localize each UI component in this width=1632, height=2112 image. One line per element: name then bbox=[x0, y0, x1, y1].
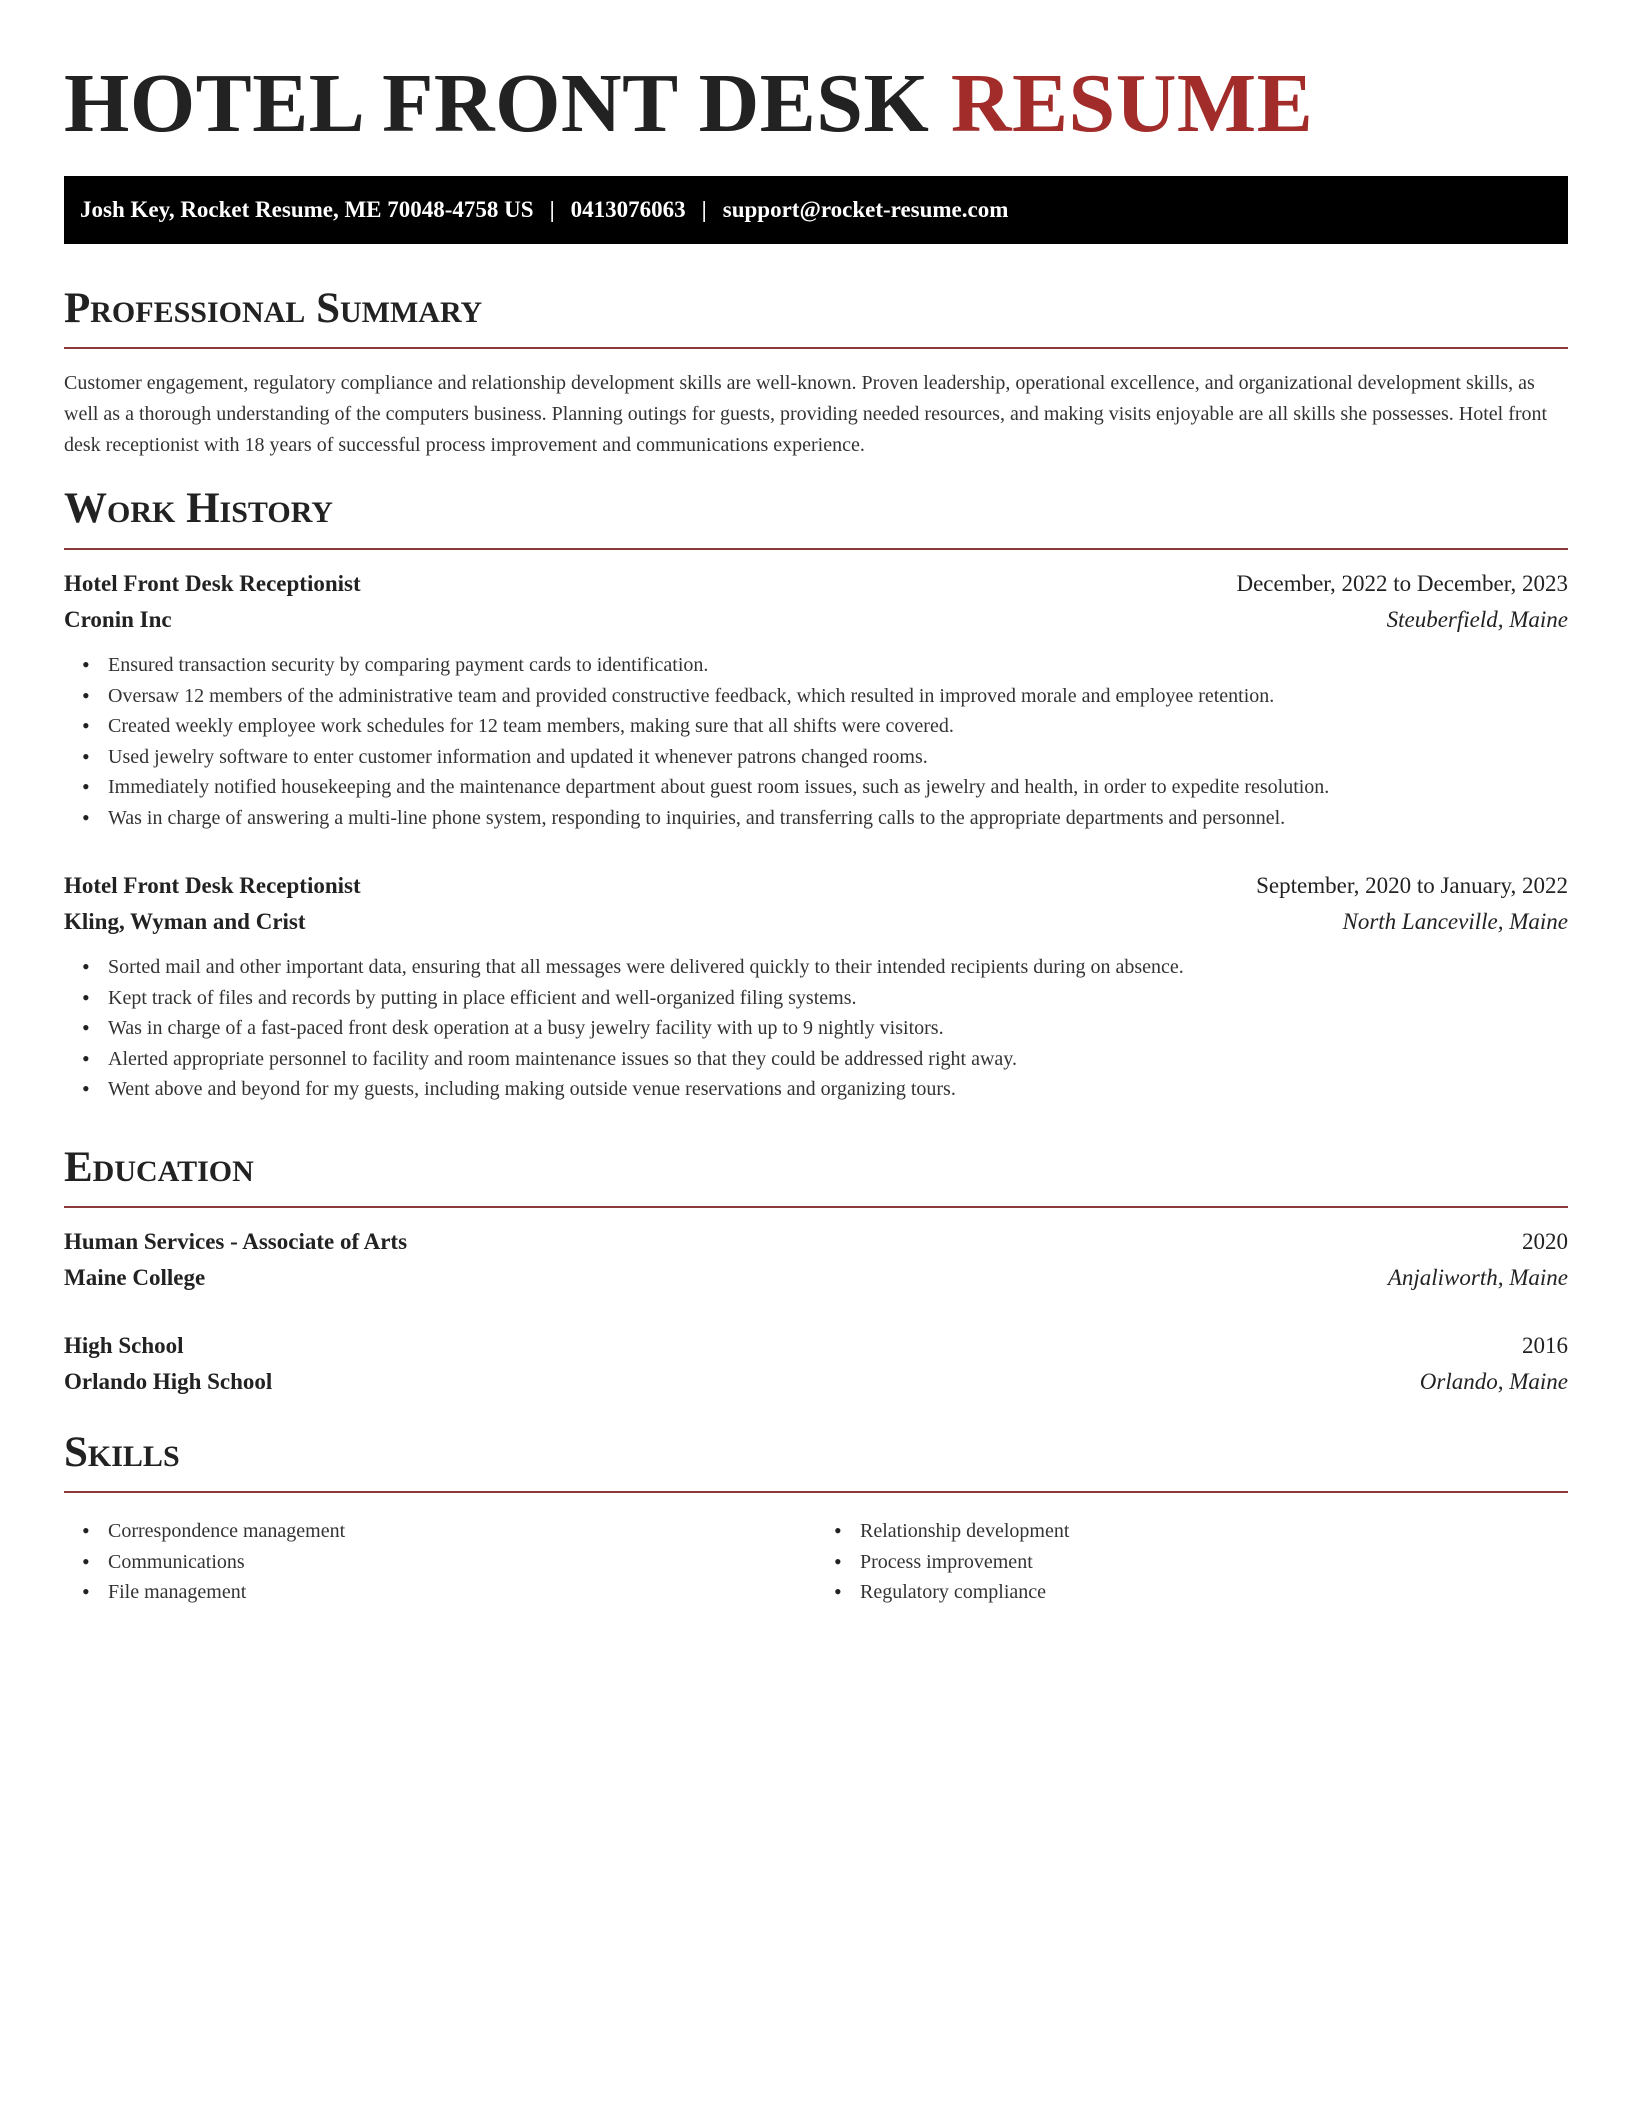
job-entry bbox=[64, 566, 1568, 833]
skill-item: • Correspondence management bbox=[108, 1516, 816, 1547]
resume-title bbox=[64, 56, 1313, 152]
summary-text: Customer engagement, regulatory compliance and relationship development skills are well-known. Proven leadership, operational excellence, and organizational development skills, as well as a thorough understanding of the computers business. Planning outings for guests, providing needed resources, and making visits enjoyable are all skills she possesses. Hotel front desk receptionist with 18 years of successful process improvement and communications experience. bbox=[64, 372, 1548, 456]
job-dates: December, 2022 to December, 2023 bbox=[1236, 571, 1568, 596]
job-entry bbox=[64, 868, 1568, 1105]
education-heading: Education bbox=[64, 1144, 254, 1191]
skill-item: • Relationship development bbox=[860, 1516, 1568, 1547]
skill-item: • File management bbox=[108, 1577, 816, 1608]
education-entry bbox=[64, 1224, 1568, 1296]
skill-item: • Process improvement bbox=[860, 1547, 1568, 1578]
contact-bar bbox=[64, 176, 1568, 244]
education-degree: Human Services - Associate of Arts bbox=[64, 1229, 408, 1254]
job-bullet: • Went above and beyond for my guests, including making outside venue reservations and organizing tours. bbox=[108, 1074, 1568, 1105]
job-location: North Lanceville, Maine bbox=[1342, 909, 1568, 934]
job-bullet: • Created weekly employee work schedules for 12 team members, making sure that all shifts were covered. bbox=[108, 711, 1568, 742]
skills-divider bbox=[64, 1491, 1568, 1493]
job-bullet: • Was in charge of answering a multi-line phone system, responding to inquiries, and transferring calls to the appropriate departments and personnel. bbox=[108, 803, 1568, 834]
job-title: Hotel Front Desk Receptionist bbox=[64, 571, 361, 596]
job-company: Cronin Inc bbox=[64, 607, 172, 632]
education-school-row bbox=[64, 1364, 1568, 1400]
job-bullet: • Ensured transaction security by comparing payment cards to identification. bbox=[108, 650, 1568, 681]
job-bullet: • Oversaw 12 members of the administrative team and provided constructive feedback, which resulted in improved morale and employee retention. bbox=[108, 681, 1568, 712]
job-company-row bbox=[64, 602, 1568, 638]
skills-column-left bbox=[64, 1516, 816, 1608]
contact-email: support@rocket-resume.com bbox=[722, 197, 1009, 222]
education-year: 2020 bbox=[1522, 1229, 1568, 1254]
job-bullets bbox=[64, 952, 1568, 1105]
job-title: Hotel Front Desk Receptionist bbox=[64, 873, 361, 898]
job-header-row bbox=[64, 868, 1568, 904]
job-company-row bbox=[64, 904, 1568, 940]
contact-phone: 0413076063 bbox=[570, 197, 686, 222]
education-school: Orlando High School bbox=[64, 1369, 273, 1394]
education-divider bbox=[64, 1206, 1568, 1208]
skills-column-right bbox=[816, 1516, 1568, 1608]
job-bullet: • Immediately notified housekeeping and the maintenance department about guest room issues, such as jewelry and health, in order to expedite resolution. bbox=[108, 772, 1568, 803]
education-year: 2016 bbox=[1522, 1333, 1568, 1358]
education-degree: High School bbox=[64, 1333, 184, 1358]
job-location: Steuberfield, Maine bbox=[1386, 607, 1568, 632]
contact-separator: | bbox=[701, 197, 707, 222]
job-bullet: • Kept track of files and records by putting in place efficient and well-organized filing systems. bbox=[108, 983, 1568, 1014]
job-bullet: • Alerted appropriate personnel to facility and room maintenance issues so that they could be addressed right away. bbox=[108, 1044, 1568, 1075]
work-history-divider bbox=[64, 548, 1568, 550]
skills-heading: Skills bbox=[64, 1429, 180, 1476]
summary-heading: Professional Summary bbox=[64, 285, 483, 332]
education-location: Orlando, Maine bbox=[1419, 1369, 1568, 1394]
education-header-row bbox=[64, 1328, 1568, 1364]
summary-divider bbox=[64, 347, 1568, 349]
job-bullet: • Sorted mail and other important data, ensuring that all messages were delivered quickly to their intended recipients during on absence. bbox=[108, 952, 1568, 983]
contact-address: Josh Key, Rocket Resume, ME 70048-4758 US bbox=[80, 197, 534, 222]
skill-item: • Regulatory compliance bbox=[860, 1577, 1568, 1608]
job-bullet: • Was in charge of a fast-paced front desk operation at a busy jewelry facility with up to 9 nightly visitors. bbox=[108, 1013, 1568, 1044]
job-bullet: • Used jewelry software to enter customer information and updated it whenever patrons changed rooms. bbox=[108, 742, 1568, 773]
job-header-row bbox=[64, 566, 1568, 602]
title-main: HOTEL FRONT DESK bbox=[64, 57, 930, 150]
work-history-heading: Work History bbox=[64, 485, 333, 532]
job-dates: September, 2020 to January, 2022 bbox=[1256, 873, 1568, 898]
job-bullets bbox=[64, 650, 1568, 833]
education-entry bbox=[64, 1328, 1568, 1400]
contact-separator: | bbox=[549, 197, 555, 222]
education-location: Anjaliworth, Maine bbox=[1387, 1265, 1568, 1290]
education-school-row bbox=[64, 1260, 1568, 1296]
skills-list bbox=[64, 1516, 1568, 1608]
education-header-row bbox=[64, 1224, 1568, 1260]
job-company: Kling, Wyman and Crist bbox=[64, 909, 306, 934]
skill-item: • Communications bbox=[108, 1547, 816, 1578]
education-school: Maine College bbox=[64, 1265, 206, 1290]
title-accent: RESUME bbox=[950, 57, 1314, 150]
